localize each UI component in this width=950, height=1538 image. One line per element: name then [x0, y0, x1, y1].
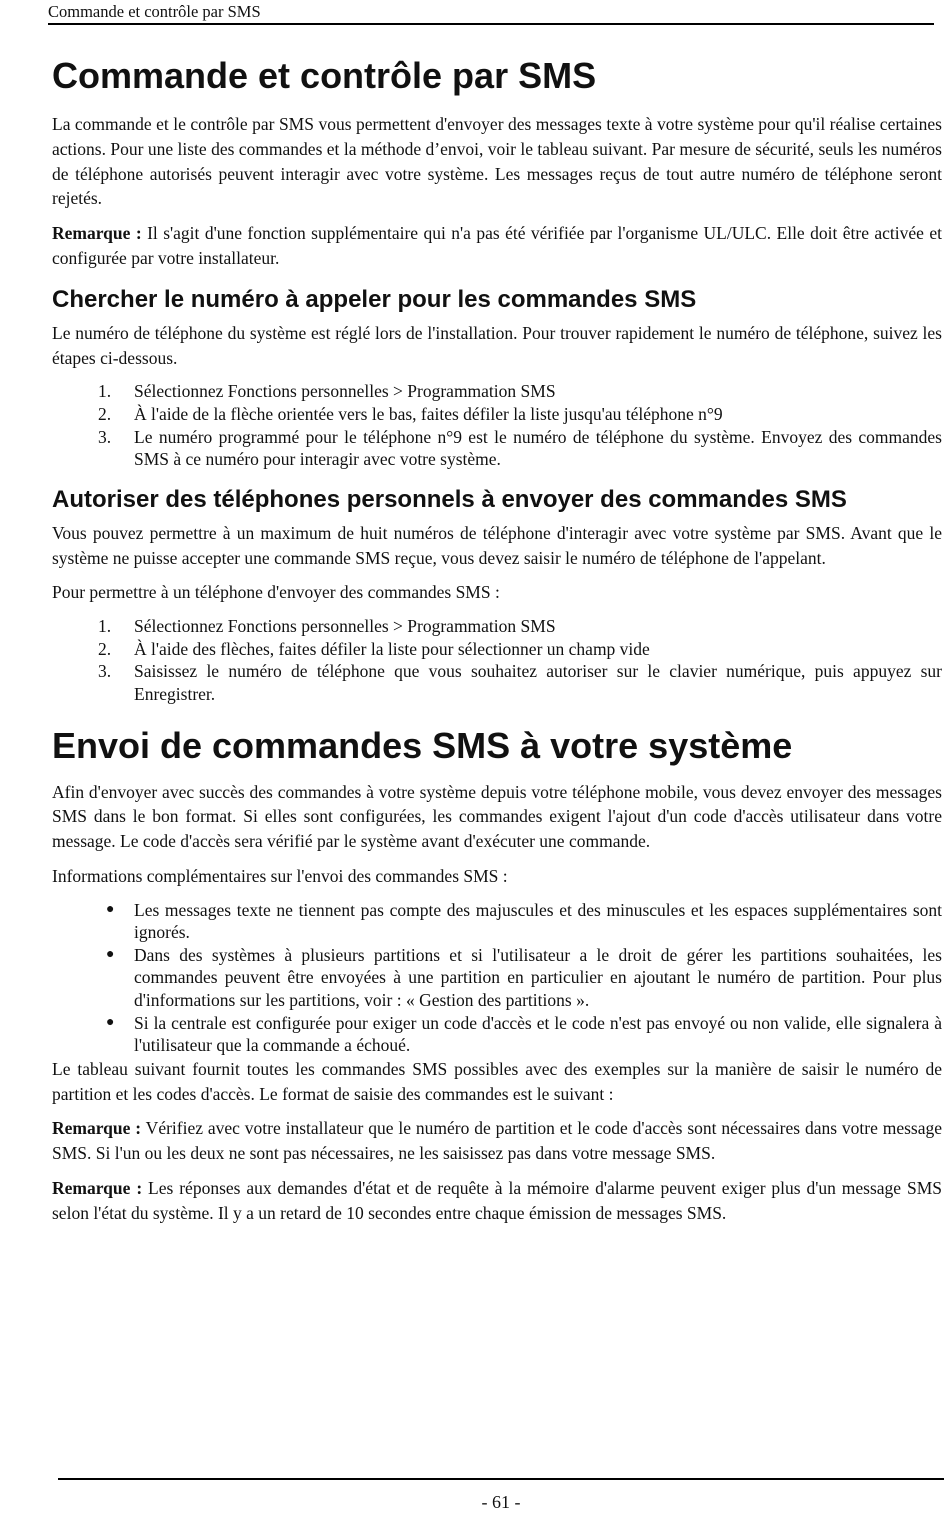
step-number: 1.	[98, 616, 112, 637]
list-item	[52, 403, 942, 426]
subsection-title-find-number: Chercher le numéro à appeler pour les commandes SMS	[52, 285, 697, 313]
paragraph-authorize-lead: Pour permettre à un téléphone d'envoyer des commandes SMS :	[52, 582, 500, 603]
bullet-text: Dans des systèmes à plusieurs partitions et si l'utilisateur a le droit de gérer les partitions souhaitées, les commandes peuvent être envoyées à une partition en particulier en ajoutant le numéro de partition. Pour plus d'informations sur les partitions, voir : « Gestion des partitions ».	[134, 944, 942, 1011]
note-ul	[52, 221, 942, 271]
step-text: Sélectionnez Fonctions personnelles > Programmation SMS	[134, 616, 556, 637]
step-number: 2.	[98, 638, 112, 659]
step-number: 2.	[98, 403, 112, 424]
running-header: Commande et contrôle par SMS	[48, 1, 934, 25]
list-item	[52, 638, 942, 661]
bullet-icon: ●	[106, 946, 115, 962]
note-label: Remarque :	[52, 1178, 143, 1199]
list-item	[52, 615, 942, 638]
list-item	[52, 426, 942, 471]
note-partition	[52, 1116, 942, 1166]
note-delay	[52, 1176, 942, 1226]
subsection-title-authorize-phones: Autoriser des téléphones personnels à envoyer des commandes SMS	[52, 485, 847, 513]
note-label: Remarque :	[52, 223, 142, 244]
list-item	[52, 1012, 942, 1057]
note-text: Vérifiez avec votre installateur que le numéro de partition et le code d'accès sont nécessaires dans votre message SMS. Si l'un ou les deux ne sont pas nécessaires, ne les saisissez pas dans votre message SMS.	[52, 1118, 943, 1164]
list-item	[52, 944, 942, 1012]
note-text: Il s'agit d'une fonction supplémentaire qui n'a pas été vérifiée par l'organisme UL/ULC. Elle doit être activée et configurée par votre installateur.	[52, 223, 942, 268]
step-text: À l'aide de la flèche orientée vers le bas, faites défiler la liste jusqu'au téléphone n°9	[134, 403, 723, 424]
section-title-sending: Envoi de commandes SMS à votre système	[52, 724, 793, 766]
paragraph-sending: Afin d'envoyer avec succès des commandes à votre système depuis votre téléphone mobile, vous devez envoyer des messages SMS dans le bon format. Si elles sont configurées, les commandes exigent l'ajout d'un code d'accès utilisateur dans votre message. Le code d'accès sera vérifié par le système avant d'exécuter une commande.	[52, 781, 942, 852]
note-label: Remarque :	[52, 1118, 142, 1139]
paragraph-authorize: Vous pouvez permettre à un maximum de huit numéros de téléphone d'interagir avec votre système par SMS. Avant que le système ne puisse accepter une commande SMS reçue, vous devez saisir le numéro de téléphone de l'appelant.	[52, 522, 942, 568]
bullet-text: Les messages texte ne tiennent pas compte des majuscules et des minuscules et les espaces supplémentaires sont ignorés.	[134, 899, 942, 943]
bullets-sending	[52, 899, 942, 1057]
step-text: Sélectionnez Fonctions personnelles > Programmation SMS	[134, 381, 556, 402]
footer-divider	[58, 1478, 944, 1480]
step-number: 3.	[98, 426, 112, 447]
step-text: Saisissez le numéro de téléphone que vous souhaitez autoriser sur le clavier numérique, puis appuyez sur Enregistrer.	[134, 661, 942, 704]
steps-find-number	[52, 380, 942, 470]
steps-authorize	[52, 615, 942, 705]
page-content	[52, 54, 942, 1236]
step-text: À l'aide des flèches, faites défiler la liste pour sélectionner un champ vide	[134, 638, 650, 659]
paragraph-sending-lead: Informations complémentaires sur l'envoi des commandes SMS :	[52, 865, 508, 886]
step-text: Le numéro programmé pour le téléphone n°9 est le numéro de téléphone du système. Envoyez des commandes SMS à ce numéro pour interagir avec votre système.	[134, 426, 942, 470]
paragraph-table-intro: Le tableau suivant fournit toutes les commandes SMS possibles avec des exemples sur la manière de saisir le numéro de partition et les codes d'accès. Le format de saisie des commandes est le suivant :	[52, 1058, 942, 1104]
page-number: - 61 -	[481, 1492, 521, 1512]
bullet-icon: ●	[106, 901, 115, 917]
step-number: 3.	[98, 661, 112, 682]
list-item	[52, 660, 942, 705]
note-text: Les réponses aux demandes d'état et de requête à la mémoire d'alarme peuvent exiger plus d'un message SMS selon l'état du système. Il y a un retard de 10 secondes entre chaque émission de messages SMS.	[52, 1178, 943, 1223]
paragraph-find-number: Le numéro de téléphone du système est réglé lors de l'installation. Pour trouver rapidement le numéro de téléphone, suivez les étapes ci-dessous.	[52, 322, 942, 368]
list-item	[52, 899, 942, 944]
section-title-sms-control: Commande et contrôle par SMS	[52, 55, 597, 96]
bullet-text: Si la centrale est configurée pour exiger un code d'accès et le code n'est pas envoyé ou non valide, elle signalera à l'utilisateur que la commande a échoué.	[134, 1012, 942, 1056]
list-item	[52, 380, 942, 403]
step-number: 1.	[98, 381, 112, 402]
bullet-icon: ●	[106, 1014, 115, 1030]
paragraph-intro: La commande et le contrôle par SMS vous permettent d'envoyer des messages texte à votre système pour qu'il réalise certaines actions. Pour une liste des commandes et la méthode d’envoi, voir le tableau suivant. Par mesure de sécurité, seuls les numéros de téléphone autorisés peuvent interagir avec votre système. Les messages reçus de tout autre numéro de téléphone seront rejetés.	[52, 114, 942, 209]
